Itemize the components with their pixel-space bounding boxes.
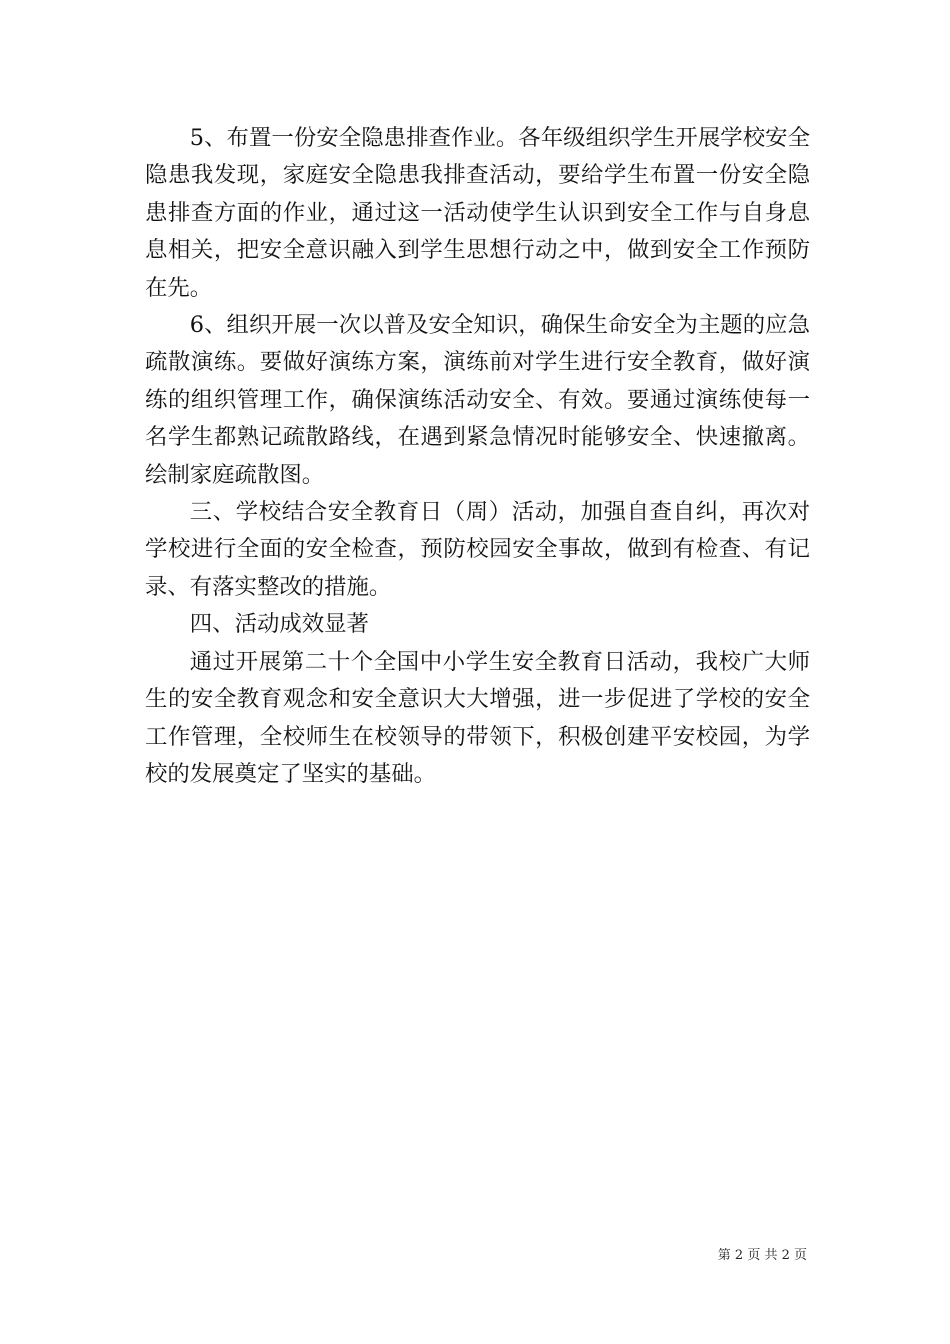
- section-four-heading: 四、活动成效显著: [189, 611, 369, 638]
- paragraph-item-5: 5、布置一份安全隐患排查作业。各年级组织学生开展学校安全隐患我发现，家庭安全隐患我排查活动，要给学生布置一份安全隐患排查方面的作业，通过这一活动使学生认识到安全工作与自身息息相关，把安全意识融入到学生思想行动之中，做到安全工作预防在先。: [145, 125, 810, 301]
- document-body: [145, 120, 810, 793]
- page-number: 第 2 页 共 2 页: [717, 1248, 807, 1263]
- paragraph-item-6: 6、组织开展一次以普及安全知识，确保生命安全为主题的应急疏散演练。要做好演练方案，演练前对学生进行安全教育，做好演练的组织管理工作，确保演练活动安全、有效。要通过演练使每一名学生都熟记疏散路线，在遇到紧急情况时能够安全、快速撤离。绘制家庭疏散图。: [145, 312, 810, 488]
- section-three-paragraph: 三、学校结合安全教育日（周）活动，加强自查自纠，再次对学校进行全面的安全检查，预防校园安全事故，做到有检查、有记录、有落实整改的措施。: [145, 499, 810, 600]
- summary-paragraph: 通过开展第二十个全国中小学生安全教育日活动，我校广大师生的安全教育观念和安全意识大大增强，进一步促进了学校的安全工作管理，全校师生在校领导的带领下，积极创建平安校园，为学校的发展奠定了坚实的基础。: [145, 648, 810, 787]
